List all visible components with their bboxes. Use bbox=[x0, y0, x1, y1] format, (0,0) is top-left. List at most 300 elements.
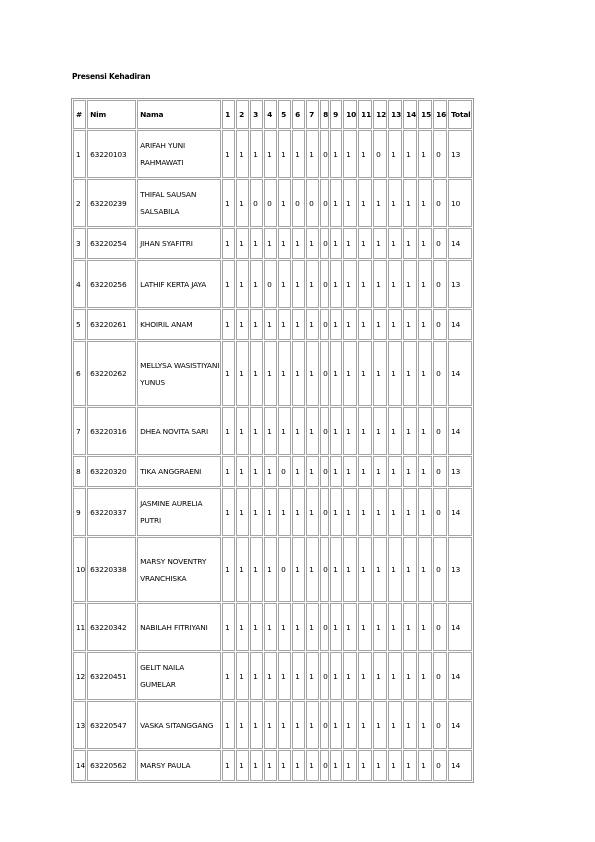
header-cell: 2 bbox=[236, 100, 249, 129]
attendance-mark-cell: 1 bbox=[358, 407, 372, 455]
total-cell: 13 bbox=[448, 130, 472, 178]
attendance-mark-cell: 1 bbox=[373, 260, 387, 308]
row-number-cell: 11 bbox=[73, 603, 86, 651]
attendance-mark-cell: 1 bbox=[330, 130, 342, 178]
attendance-mark-cell: 1 bbox=[292, 407, 305, 455]
attendance-mark-cell: 1 bbox=[222, 750, 235, 781]
attendance-mark-cell: 0 bbox=[433, 228, 447, 259]
name-cell: KHOIRIL ANAM bbox=[137, 309, 221, 340]
name-cell: TIKA ANGGRAENI bbox=[137, 456, 221, 487]
header-cell: Nim bbox=[87, 100, 136, 129]
attendance-mark-cell: 1 bbox=[250, 701, 263, 749]
attendance-mark-cell: 1 bbox=[222, 309, 235, 340]
attendance-mark-cell: 1 bbox=[388, 750, 402, 781]
attendance-mark-cell: 0 bbox=[320, 652, 329, 700]
header-cell: 9 bbox=[330, 100, 342, 129]
attendance-mark-cell: 1 bbox=[236, 701, 249, 749]
attendance-mark-cell: 0 bbox=[320, 701, 329, 749]
attendance-mark-cell: 1 bbox=[403, 309, 417, 340]
attendance-mark-cell: 1 bbox=[388, 260, 402, 308]
attendance-mark-cell: 1 bbox=[373, 309, 387, 340]
name-cell: VASKA SITANGGANG bbox=[137, 701, 221, 749]
attendance-mark-cell: 1 bbox=[330, 701, 342, 749]
attendance-mark-cell: 1 bbox=[278, 309, 291, 340]
attendance-mark-cell: 1 bbox=[358, 456, 372, 487]
attendance-mark-cell: 1 bbox=[222, 228, 235, 259]
attendance-mark-cell: 1 bbox=[330, 652, 342, 700]
attendance-mark-cell: 1 bbox=[343, 341, 357, 406]
attendance-mark-cell: 1 bbox=[330, 179, 342, 227]
row-number-cell: 1 bbox=[73, 130, 86, 178]
attendance-mark-cell: 1 bbox=[236, 537, 249, 602]
name-cell: NABILAH FITRIYANI bbox=[137, 603, 221, 651]
total-cell: 14 bbox=[448, 603, 472, 651]
attendance-mark-cell: 1 bbox=[278, 260, 291, 308]
header-cell: 14 bbox=[403, 100, 417, 129]
attendance-mark-cell: 1 bbox=[306, 701, 319, 749]
table-row bbox=[73, 309, 472, 340]
attendance-mark-cell: 1 bbox=[236, 260, 249, 308]
attendance-mark-cell: 0 bbox=[320, 456, 329, 487]
attendance-mark-cell: 1 bbox=[373, 341, 387, 406]
attendance-mark-cell: 1 bbox=[403, 456, 417, 487]
attendance-mark-cell: 1 bbox=[250, 750, 263, 781]
attendance-mark-cell: 1 bbox=[264, 701, 277, 749]
attendance-mark-cell: 1 bbox=[222, 652, 235, 700]
attendance-mark-cell: 1 bbox=[388, 652, 402, 700]
attendance-mark-cell: 1 bbox=[403, 701, 417, 749]
attendance-mark-cell: 1 bbox=[403, 228, 417, 259]
table-row bbox=[73, 130, 472, 178]
row-number-cell: 5 bbox=[73, 309, 86, 340]
attendance-mark-cell: 1 bbox=[236, 228, 249, 259]
attendance-mark-cell: 1 bbox=[292, 537, 305, 602]
attendance-mark-cell: 1 bbox=[343, 701, 357, 749]
attendance-mark-cell: 1 bbox=[330, 260, 342, 308]
total-cell: 14 bbox=[448, 309, 472, 340]
attendance-mark-cell: 1 bbox=[343, 488, 357, 536]
attendance-mark-cell: 1 bbox=[278, 130, 291, 178]
attendance-mark-cell: 1 bbox=[373, 456, 387, 487]
attendance-mark-cell: 1 bbox=[388, 537, 402, 602]
attendance-mark-cell: 1 bbox=[222, 488, 235, 536]
attendance-mark-cell: 1 bbox=[343, 130, 357, 178]
row-number-cell: 14 bbox=[73, 750, 86, 781]
attendance-mark-cell: 1 bbox=[403, 341, 417, 406]
header-cell: 10 bbox=[343, 100, 357, 129]
nim-cell: 63220342 bbox=[87, 603, 136, 651]
attendance-mark-cell: 1 bbox=[330, 537, 342, 602]
attendance-mark-cell: 0 bbox=[264, 260, 277, 308]
attendance-mark-cell: 1 bbox=[358, 309, 372, 340]
attendance-mark-cell: 1 bbox=[264, 750, 277, 781]
attendance-mark-cell: 1 bbox=[343, 456, 357, 487]
attendance-mark-cell: 1 bbox=[418, 341, 432, 406]
name-cell: MARSY NOVENTRY VRANCHISKA bbox=[137, 537, 221, 602]
attendance-mark-cell: 1 bbox=[292, 228, 305, 259]
attendance-mark-cell: 1 bbox=[343, 537, 357, 602]
header-cell: 12 bbox=[373, 100, 387, 129]
page-title: Presensi Kehadiran bbox=[72, 72, 151, 81]
attendance-mark-cell: 1 bbox=[236, 652, 249, 700]
header-cell: 1 bbox=[222, 100, 235, 129]
attendance-mark-cell: 1 bbox=[306, 309, 319, 340]
attendance-mark-cell: 1 bbox=[388, 179, 402, 227]
header-cell: 6 bbox=[292, 100, 305, 129]
attendance-mark-cell: 1 bbox=[330, 488, 342, 536]
attendance-mark-cell: 1 bbox=[330, 407, 342, 455]
attendance-mark-cell: 1 bbox=[403, 179, 417, 227]
attendance-mark-cell: 0 bbox=[433, 341, 447, 406]
attendance-mark-cell: 1 bbox=[292, 488, 305, 536]
attendance-mark-cell: 1 bbox=[236, 179, 249, 227]
header-row bbox=[73, 100, 472, 129]
attendance-mark-cell: 1 bbox=[264, 407, 277, 455]
attendance-mark-cell: 1 bbox=[418, 407, 432, 455]
attendance-mark-cell: 1 bbox=[388, 341, 402, 406]
attendance-mark-cell: 1 bbox=[236, 130, 249, 178]
attendance-mark-cell: 1 bbox=[373, 407, 387, 455]
attendance-mark-cell: 0 bbox=[373, 130, 387, 178]
attendance-mark-cell: 1 bbox=[292, 309, 305, 340]
table-row bbox=[73, 456, 472, 487]
attendance-mark-cell: 0 bbox=[320, 603, 329, 651]
total-cell: 14 bbox=[448, 701, 472, 749]
attendance-mark-cell: 1 bbox=[306, 488, 319, 536]
nim-cell: 63220256 bbox=[87, 260, 136, 308]
attendance-mark-cell: 1 bbox=[278, 407, 291, 455]
total-cell: 14 bbox=[448, 228, 472, 259]
attendance-mark-cell: 1 bbox=[306, 537, 319, 602]
attendance-mark-cell: 1 bbox=[418, 701, 432, 749]
attendance-mark-cell: 1 bbox=[292, 603, 305, 651]
attendance-mark-cell: 1 bbox=[278, 228, 291, 259]
total-cell: 14 bbox=[448, 407, 472, 455]
attendance-mark-cell: 1 bbox=[373, 652, 387, 700]
attendance-mark-cell: 1 bbox=[343, 309, 357, 340]
attendance-mark-cell: 1 bbox=[278, 652, 291, 700]
attendance-mark-cell: 1 bbox=[388, 228, 402, 259]
attendance-mark-cell: 1 bbox=[388, 701, 402, 749]
attendance-mark-cell: 1 bbox=[236, 750, 249, 781]
attendance-mark-cell: 1 bbox=[358, 652, 372, 700]
attendance-mark-cell: 1 bbox=[403, 537, 417, 602]
attendance-mark-cell: 1 bbox=[250, 130, 263, 178]
attendance-mark-cell: 1 bbox=[292, 652, 305, 700]
attendance-mark-cell: 1 bbox=[264, 603, 277, 651]
attendance-mark-cell: 0 bbox=[433, 652, 447, 700]
attendance-mark-cell: 1 bbox=[292, 341, 305, 406]
attendance-mark-cell: 1 bbox=[222, 407, 235, 455]
attendance-mark-cell: 1 bbox=[222, 179, 235, 227]
attendance-mark-cell: 1 bbox=[418, 488, 432, 536]
attendance-mark-cell: 1 bbox=[373, 603, 387, 651]
name-cell: JIHAN SYAFITRI bbox=[137, 228, 221, 259]
row-number-cell: 2 bbox=[73, 179, 86, 227]
attendance-mark-cell: 1 bbox=[330, 228, 342, 259]
attendance-mark-cell: 1 bbox=[358, 130, 372, 178]
nim-cell: 63220338 bbox=[87, 537, 136, 602]
attendance-mark-cell: 1 bbox=[250, 341, 263, 406]
attendance-mark-cell: 1 bbox=[236, 456, 249, 487]
table-row bbox=[73, 228, 472, 259]
attendance-mark-cell: 1 bbox=[306, 652, 319, 700]
total-cell: 14 bbox=[448, 652, 472, 700]
attendance-mark-cell: 1 bbox=[222, 456, 235, 487]
row-number-cell: 9 bbox=[73, 488, 86, 536]
attendance-mark-cell: 1 bbox=[250, 537, 263, 602]
attendance-mark-cell: 1 bbox=[418, 260, 432, 308]
attendance-mark-cell: 1 bbox=[418, 537, 432, 602]
header-cell: 13 bbox=[388, 100, 402, 129]
attendance-mark-cell: 0 bbox=[320, 228, 329, 259]
attendance-mark-cell: 0 bbox=[320, 309, 329, 340]
nim-cell: 63220316 bbox=[87, 407, 136, 455]
attendance-mark-cell: 1 bbox=[292, 750, 305, 781]
attendance-mark-cell: 1 bbox=[373, 750, 387, 781]
attendance-mark-cell: 1 bbox=[373, 488, 387, 536]
nim-cell: 63220103 bbox=[87, 130, 136, 178]
attendance-mark-cell: 0 bbox=[320, 130, 329, 178]
header-cell: # bbox=[73, 100, 86, 129]
attendance-mark-cell: 1 bbox=[236, 488, 249, 536]
header-cell: 11 bbox=[358, 100, 372, 129]
attendance-mark-cell: 0 bbox=[306, 179, 319, 227]
total-cell: 10 bbox=[448, 179, 472, 227]
table-row bbox=[73, 488, 472, 536]
name-cell: MELLYSA WASISTIYANI YUNUS bbox=[137, 341, 221, 406]
attendance-mark-cell: 1 bbox=[358, 488, 372, 536]
attendance-mark-cell: 1 bbox=[264, 488, 277, 536]
attendance-mark-cell: 1 bbox=[358, 603, 372, 651]
attendance-mark-cell: 1 bbox=[373, 701, 387, 749]
attendance-mark-cell: 1 bbox=[292, 701, 305, 749]
attendance-mark-cell: 1 bbox=[278, 750, 291, 781]
attendance-mark-cell: 1 bbox=[264, 456, 277, 487]
attendance-mark-cell: 1 bbox=[388, 309, 402, 340]
total-cell: 14 bbox=[448, 341, 472, 406]
attendance-mark-cell: 1 bbox=[264, 537, 277, 602]
attendance-mark-cell: 1 bbox=[343, 228, 357, 259]
nim-cell: 63220337 bbox=[87, 488, 136, 536]
nim-cell: 63220262 bbox=[87, 341, 136, 406]
attendance-mark-cell: 0 bbox=[433, 537, 447, 602]
attendance-mark-cell: 1 bbox=[418, 603, 432, 651]
header-cell: 4 bbox=[264, 100, 277, 129]
attendance-mark-cell: 1 bbox=[358, 537, 372, 602]
attendance-mark-cell: 1 bbox=[403, 260, 417, 308]
attendance-mark-cell: 1 bbox=[236, 341, 249, 406]
attendance-mark-cell: 0 bbox=[433, 456, 447, 487]
attendance-mark-cell: 1 bbox=[250, 488, 263, 536]
table-row bbox=[73, 537, 472, 602]
attendance-mark-cell: 1 bbox=[222, 341, 235, 406]
header-cell: Total bbox=[448, 100, 472, 129]
attendance-mark-cell: 1 bbox=[306, 456, 319, 487]
attendance-mark-cell: 0 bbox=[433, 750, 447, 781]
table-row bbox=[73, 603, 472, 651]
attendance-mark-cell: 0 bbox=[264, 179, 277, 227]
row-number-cell: 4 bbox=[73, 260, 86, 308]
nim-cell: 63220562 bbox=[87, 750, 136, 781]
attendance-mark-cell: 1 bbox=[306, 603, 319, 651]
attendance-mark-cell: 1 bbox=[306, 130, 319, 178]
nim-cell: 63220320 bbox=[87, 456, 136, 487]
total-cell: 14 bbox=[448, 750, 472, 781]
total-cell: 13 bbox=[448, 537, 472, 602]
attendance-mark-cell: 1 bbox=[222, 537, 235, 602]
row-number-cell: 12 bbox=[73, 652, 86, 700]
attendance-mark-cell: 1 bbox=[388, 603, 402, 651]
attendance-mark-cell: 0 bbox=[320, 179, 329, 227]
attendance-mark-cell: 1 bbox=[278, 341, 291, 406]
header-cell: 3 bbox=[250, 100, 263, 129]
row-number-cell: 10 bbox=[73, 537, 86, 602]
attendance-mark-cell: 0 bbox=[250, 179, 263, 227]
attendance-mark-cell: 1 bbox=[250, 228, 263, 259]
attendance-mark-cell: 1 bbox=[373, 179, 387, 227]
header-cell: 16 bbox=[433, 100, 447, 129]
attendance-mark-cell: 0 bbox=[433, 179, 447, 227]
table-row bbox=[73, 652, 472, 700]
attendance-mark-cell: 0 bbox=[433, 603, 447, 651]
name-cell: MARSY PAULA bbox=[137, 750, 221, 781]
attendance-mark-cell: 1 bbox=[278, 701, 291, 749]
attendance-mark-cell: 1 bbox=[358, 750, 372, 781]
attendance-mark-cell: 1 bbox=[292, 130, 305, 178]
attendance-mark-cell: 1 bbox=[373, 228, 387, 259]
attendance-mark-cell: 0 bbox=[278, 456, 291, 487]
header-cell: 7 bbox=[306, 100, 319, 129]
attendance-mark-cell: 1 bbox=[264, 228, 277, 259]
table-row bbox=[73, 407, 472, 455]
attendance-mark-cell: 1 bbox=[418, 309, 432, 340]
name-cell: JASMINE AURELIA PUTRI bbox=[137, 488, 221, 536]
name-cell: DHEA NOVITA SARI bbox=[137, 407, 221, 455]
attendance-mark-cell: 1 bbox=[358, 341, 372, 406]
nim-cell: 63220547 bbox=[87, 701, 136, 749]
attendance-mark-cell: 0 bbox=[320, 341, 329, 406]
total-cell: 13 bbox=[448, 260, 472, 308]
nim-cell: 63220254 bbox=[87, 228, 136, 259]
table-row bbox=[73, 341, 472, 406]
attendance-mark-cell: 1 bbox=[330, 309, 342, 340]
attendance-mark-cell: 1 bbox=[250, 652, 263, 700]
attendance-mark-cell: 1 bbox=[388, 456, 402, 487]
attendance-mark-cell: 1 bbox=[278, 179, 291, 227]
attendance-mark-cell: 1 bbox=[418, 652, 432, 700]
attendance-mark-cell: 0 bbox=[433, 407, 447, 455]
attendance-mark-cell: 1 bbox=[250, 456, 263, 487]
attendance-mark-cell: 1 bbox=[330, 603, 342, 651]
attendance-mark-cell: 1 bbox=[250, 260, 263, 308]
name-cell: LATHIF KERTA JAYA bbox=[137, 260, 221, 308]
name-cell: ARIFAH YUNI RAHMAWATI bbox=[137, 130, 221, 178]
attendance-mark-cell: 0 bbox=[433, 309, 447, 340]
row-number-cell: 7 bbox=[73, 407, 86, 455]
attendance-mark-cell: 0 bbox=[320, 260, 329, 308]
attendance-mark-cell: 1 bbox=[250, 407, 263, 455]
attendance-mark-cell: 1 bbox=[418, 750, 432, 781]
attendance-mark-cell: 1 bbox=[343, 750, 357, 781]
attendance-mark-cell: 1 bbox=[418, 456, 432, 487]
attendance-mark-cell: 1 bbox=[373, 537, 387, 602]
attendance-mark-cell: 1 bbox=[330, 456, 342, 487]
attendance-mark-cell: 1 bbox=[403, 130, 417, 178]
attendance-mark-cell: 1 bbox=[388, 407, 402, 455]
attendance-mark-cell: 1 bbox=[388, 488, 402, 536]
attendance-mark-cell: 1 bbox=[403, 750, 417, 781]
header-cell: 5 bbox=[278, 100, 291, 129]
attendance-mark-cell: 1 bbox=[330, 750, 342, 781]
attendance-mark-cell: 1 bbox=[358, 228, 372, 259]
attendance-mark-cell: 1 bbox=[236, 309, 249, 340]
attendance-mark-cell: 1 bbox=[222, 701, 235, 749]
header-cell: 8 bbox=[320, 100, 329, 129]
attendance-mark-cell: 1 bbox=[343, 652, 357, 700]
attendance-mark-cell: 0 bbox=[433, 260, 447, 308]
attendance-mark-cell: 1 bbox=[306, 260, 319, 308]
attendance-mark-cell: 0 bbox=[433, 130, 447, 178]
row-number-cell: 8 bbox=[73, 456, 86, 487]
attendance-mark-cell: 0 bbox=[320, 537, 329, 602]
table-row bbox=[73, 260, 472, 308]
attendance-mark-cell: 1 bbox=[292, 456, 305, 487]
attendance-table bbox=[71, 98, 474, 783]
attendance-mark-cell: 1 bbox=[358, 701, 372, 749]
attendance-mark-cell: 0 bbox=[278, 537, 291, 602]
nim-cell: 63220451 bbox=[87, 652, 136, 700]
attendance-mark-cell: 1 bbox=[264, 130, 277, 178]
total-cell: 14 bbox=[448, 488, 472, 536]
attendance-mark-cell: 0 bbox=[433, 701, 447, 749]
attendance-mark-cell: 1 bbox=[358, 179, 372, 227]
attendance-mark-cell: 0 bbox=[292, 179, 305, 227]
table-row bbox=[73, 701, 472, 749]
nim-cell: 63220261 bbox=[87, 309, 136, 340]
attendance-mark-cell: 1 bbox=[306, 228, 319, 259]
attendance-mark-cell: 1 bbox=[306, 341, 319, 406]
attendance-mark-cell: 1 bbox=[236, 603, 249, 651]
attendance-mark-cell: 1 bbox=[250, 309, 263, 340]
total-cell: 13 bbox=[448, 456, 472, 487]
attendance-mark-cell: 1 bbox=[264, 309, 277, 340]
row-number-cell: 3 bbox=[73, 228, 86, 259]
attendance-mark-cell: 1 bbox=[403, 603, 417, 651]
row-number-cell: 6 bbox=[73, 341, 86, 406]
table-body bbox=[73, 130, 472, 781]
attendance-mark-cell: 1 bbox=[418, 179, 432, 227]
nim-cell: 63220239 bbox=[87, 179, 136, 227]
attendance-mark-cell: 1 bbox=[343, 179, 357, 227]
attendance-mark-cell: 0 bbox=[320, 750, 329, 781]
attendance-mark-cell: 1 bbox=[264, 341, 277, 406]
attendance-mark-cell: 1 bbox=[403, 407, 417, 455]
attendance-mark-cell: 1 bbox=[403, 488, 417, 536]
table-row bbox=[73, 750, 472, 781]
attendance-mark-cell: 1 bbox=[306, 407, 319, 455]
attendance-mark-cell: 1 bbox=[222, 603, 235, 651]
attendance-mark-cell: 1 bbox=[343, 407, 357, 455]
attendance-mark-cell: 1 bbox=[264, 652, 277, 700]
attendance-mark-cell: 1 bbox=[306, 750, 319, 781]
attendance-mark-cell: 0 bbox=[433, 488, 447, 536]
row-number-cell: 13 bbox=[73, 701, 86, 749]
attendance-mark-cell: 1 bbox=[330, 341, 342, 406]
attendance-mark-cell: 1 bbox=[222, 130, 235, 178]
attendance-mark-cell: 1 bbox=[418, 130, 432, 178]
name-cell: GELIT NAILA GUMELAR bbox=[137, 652, 221, 700]
